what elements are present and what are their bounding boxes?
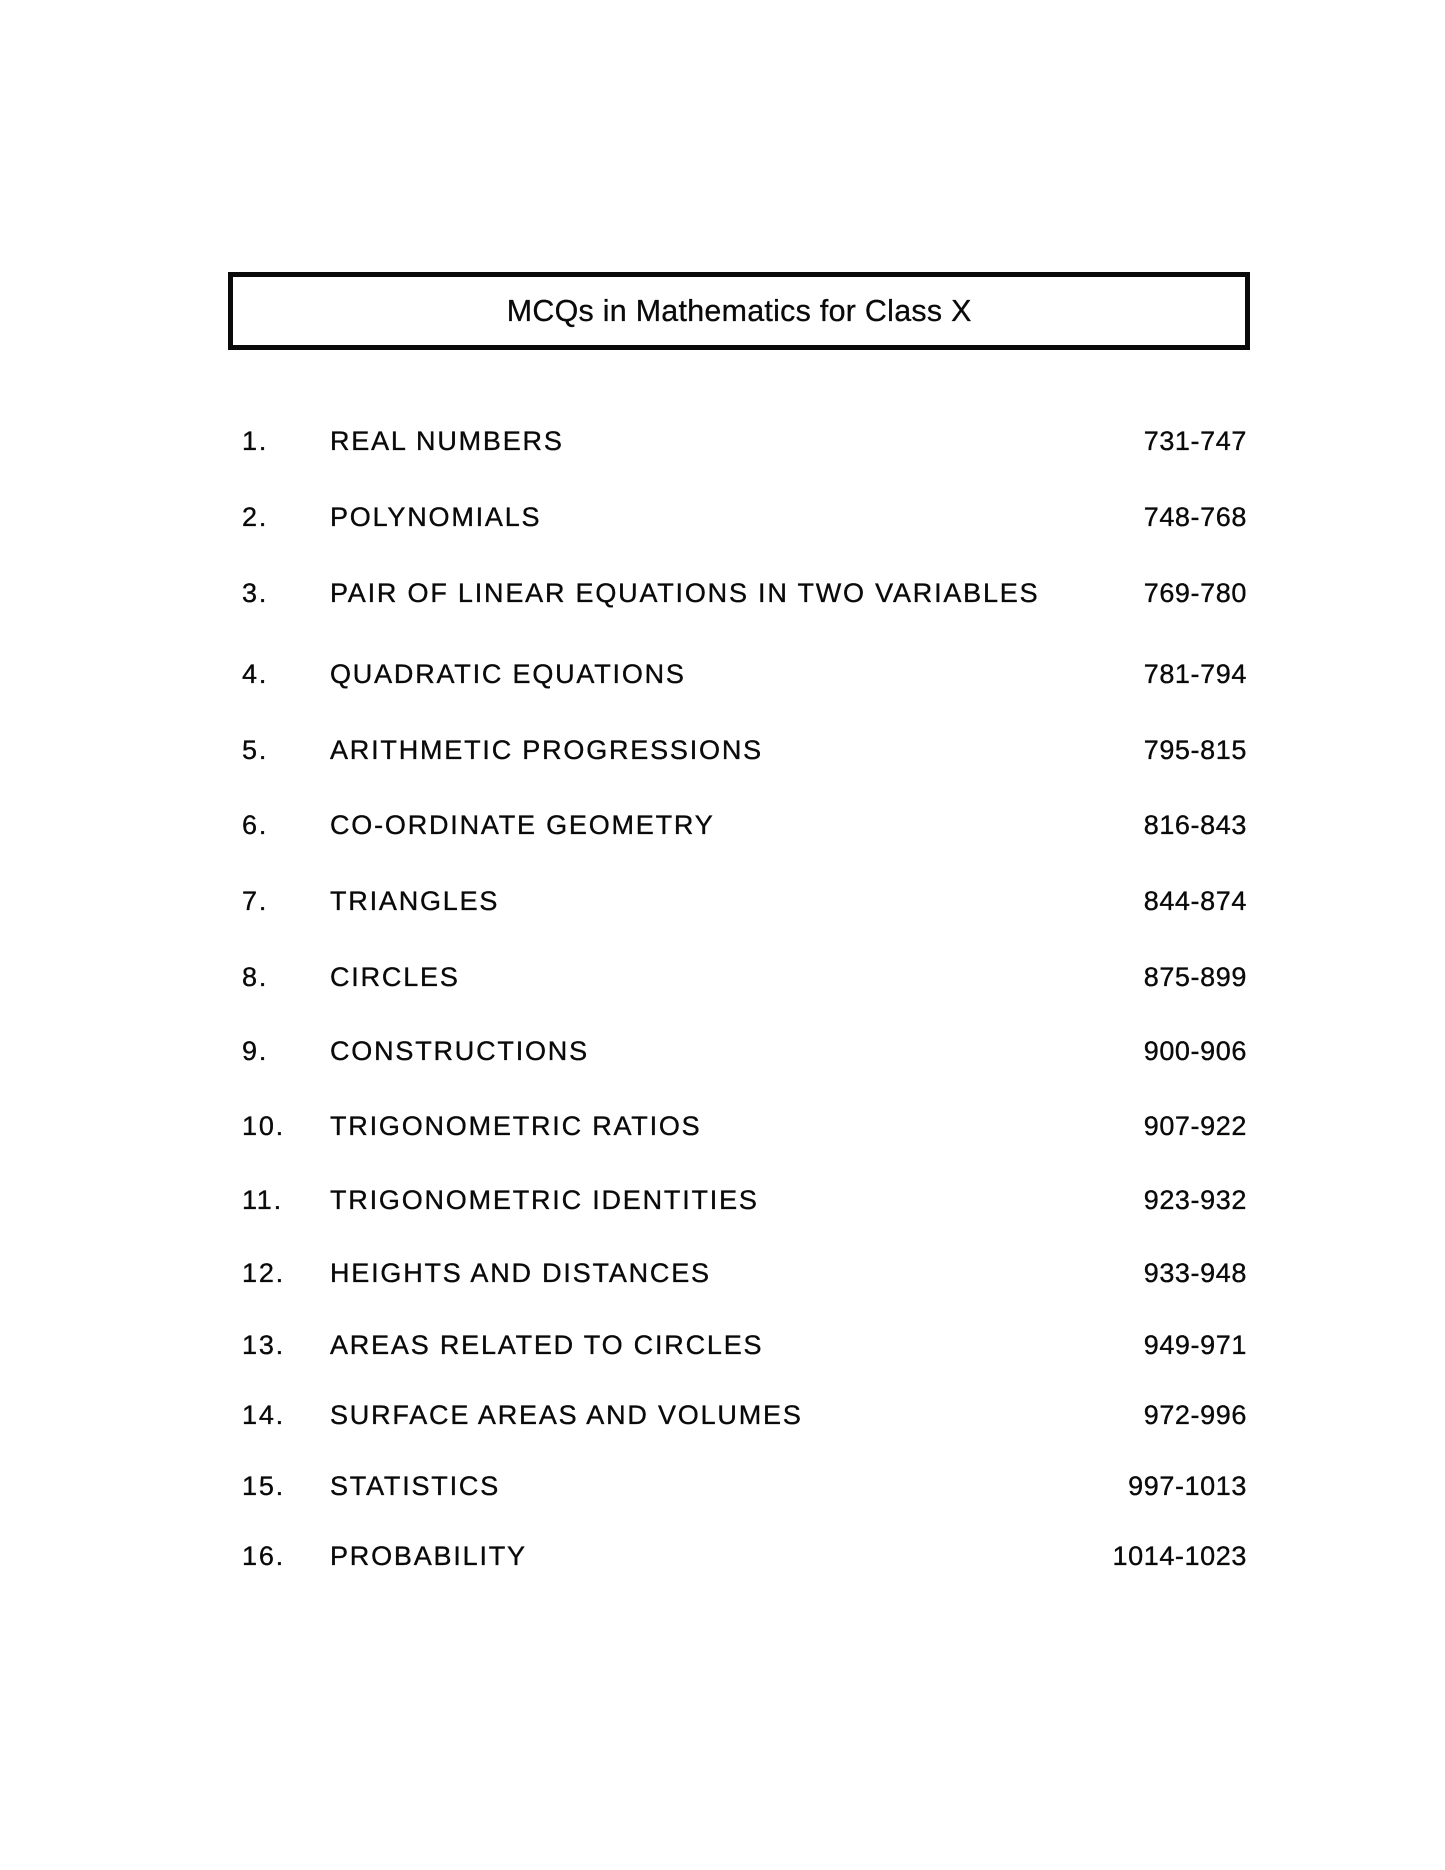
page-range: 769-780 (1143, 578, 1247, 608)
chapter-title: PAIR OF LINEAR EQUATIONS IN TWO VARIABLES (330, 578, 1040, 608)
toc-entry (240, 1468, 1250, 1504)
chapter-title: POLYNOMIALS (330, 502, 542, 532)
toc-entry (240, 959, 1250, 995)
chapter-number: 3. (242, 578, 269, 608)
toc-entry (240, 883, 1250, 919)
chapter-number: 5. (242, 735, 269, 765)
toc-entry (240, 1182, 1250, 1218)
toc-entry (240, 1033, 1250, 1069)
chapter-number: 13. (242, 1330, 285, 1360)
page-range: 748-768 (1143, 502, 1247, 532)
chapter-number: 4. (242, 659, 269, 689)
chapter-number: 11. (242, 1185, 283, 1215)
toc-entry (240, 807, 1250, 843)
chapter-number: 12. (242, 1258, 285, 1288)
chapter-title: CONSTRUCTIONS (330, 1036, 589, 1066)
toc-entry (240, 1538, 1250, 1574)
page-range: 923-932 (1143, 1185, 1247, 1215)
toc-entry (240, 1397, 1250, 1433)
chapter-number: 7. (242, 886, 269, 916)
page-range: 907-922 (1143, 1111, 1247, 1141)
chapter-number: 8. (242, 962, 269, 992)
page-range: 949-971 (1143, 1330, 1247, 1360)
chapter-title: STATISTICS (330, 1471, 501, 1501)
page-range: 972-996 (1143, 1400, 1247, 1430)
toc-entry (240, 499, 1250, 535)
chapter-number: 10. (242, 1111, 285, 1141)
chapter-number: 6. (242, 810, 269, 840)
toc-entry (240, 732, 1250, 768)
page-range: 1014-1023 (1112, 1541, 1247, 1571)
toc-entry (240, 575, 1250, 611)
toc-entry (240, 423, 1250, 459)
chapter-number: 16. (242, 1541, 285, 1571)
chapter-number: 15. (242, 1471, 285, 1501)
page-range: 731-747 (1143, 426, 1247, 456)
chapter-title: CIRCLES (330, 962, 460, 992)
page-range: 816-843 (1143, 810, 1247, 840)
chapter-title: PROBABILITY (330, 1541, 527, 1571)
chapter-title: CO-ORDINATE GEOMETRY (330, 810, 715, 840)
toc-entry (240, 1327, 1250, 1363)
page-range: 933-948 (1143, 1258, 1247, 1288)
chapter-title: TRIANGLES (330, 886, 500, 916)
chapter-number: 2. (242, 502, 269, 532)
page-range: 875-899 (1143, 962, 1247, 992)
chapter-title: QUADRATIC EQUATIONS (330, 659, 686, 689)
document-title: MCQs in Mathematics for Class X (506, 293, 972, 328)
chapter-title: TRIGONOMETRIC IDENTITIES (330, 1185, 759, 1215)
page-range: 997-1013 (1128, 1471, 1247, 1501)
page-range: 781-794 (1143, 659, 1247, 689)
toc-entry (240, 1108, 1250, 1144)
chapter-title: HEIGHTS AND DISTANCES (330, 1258, 711, 1288)
page-range: 900-906 (1143, 1036, 1247, 1066)
chapter-number: 1. (242, 426, 269, 456)
toc-entry (240, 1255, 1250, 1291)
chapter-number: 9. (242, 1036, 269, 1066)
chapter-number: 14. (242, 1400, 285, 1430)
chapter-title: SURFACE AREAS AND VOLUMES (330, 1400, 803, 1430)
chapter-title: ARITHMETIC PROGRESSIONS (330, 735, 763, 765)
chapter-title: REAL NUMBERS (330, 426, 564, 456)
page-range: 844-874 (1143, 886, 1247, 916)
chapter-title: TRIGONOMETRIC RATIOS (330, 1111, 702, 1141)
chapter-title: AREAS RELATED TO CIRCLES (330, 1330, 764, 1360)
page-range: 795-815 (1143, 735, 1247, 765)
toc-entry (240, 656, 1250, 692)
